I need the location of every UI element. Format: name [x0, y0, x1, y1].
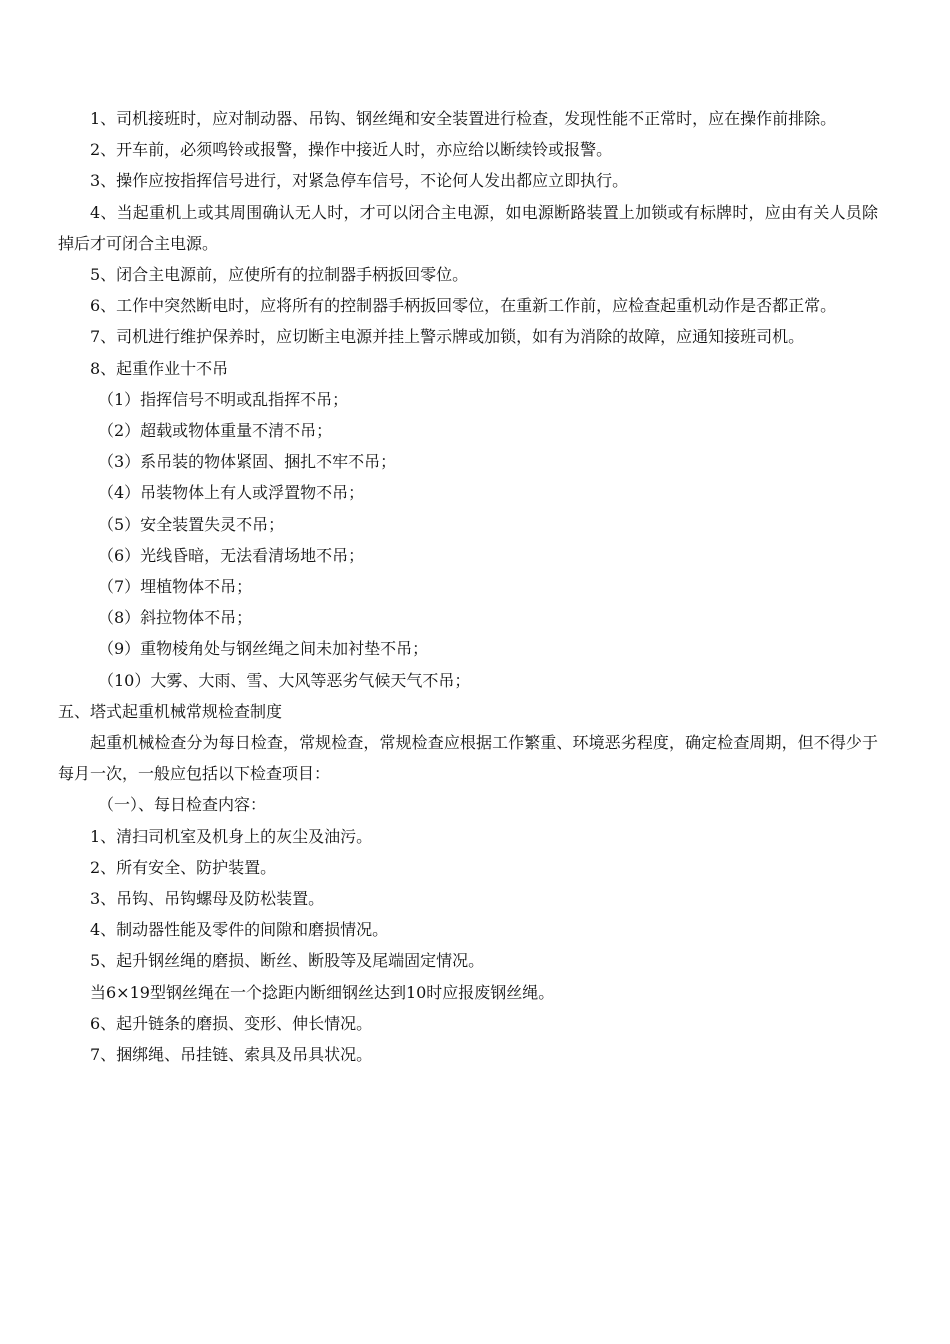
paragraph-1: 1、司机接班时，应对制动器、吊钩、钢丝绳和安全装置进行检查，发现性能不正常时，应在操作前排除。	[90, 109, 837, 128]
daily-check-note: 当6×19型钢丝绳在一个捻距内断细钢丝达到10时应报废钢丝绳。	[90, 982, 555, 1002]
daily-check-item: 3、吊钩、吊钩螺母及防松装置。	[90, 889, 325, 909]
daily-check-item: 5、起升钢丝绳的磨损、断丝、断股等及尾端固定情况。	[90, 951, 485, 971]
ten-no-lift-item: （9）重物棱角处与钢丝绳之间未加衬垫不吊；	[98, 639, 429, 659]
ten-no-lift-item: （6）光线昏暗，无法看清场地不吊；	[98, 545, 365, 565]
daily-check-item: 6、起升链条的磨损、变形、伸长情况。	[90, 1013, 373, 1033]
paragraph-3: 3、操作应按指挥信号进行，对紧急停车信号，不论何人发出都应立即执行。	[90, 171, 629, 191]
daily-check-item: 1、清扫司机室及机身上的灰尘及油污。	[90, 826, 373, 846]
ten-no-lift-item: （8）斜拉物体不吊；	[98, 608, 253, 628]
ten-no-lift-item: （2）超载或物体重量不清不吊；	[98, 421, 333, 441]
paragraph-7: 7、司机进行维护保养时，应切断主电源并挂上警示牌或加锁，如有为消除的故障，应通知接班司机。	[90, 327, 805, 347]
ten-no-lift-item: （10）大雾、大雨、雪、大风等恶劣气候天气不吊；	[98, 670, 471, 690]
ten-no-lift-item: （7）埋植物体不吊；	[98, 577, 253, 597]
ten-no-lift-item: （3）系吊装的物体紧固、捆扎不牢不吊；	[98, 452, 397, 472]
paragraph-6: 6、工作中突然断电时，应将所有的控制器手柄扳回零位，在重新工作前，应检查起重机动作是否都正常。	[90, 296, 837, 316]
section-intro: 起重机械检查分为每日检查，常规检查，常规检查应根据工作繁重、环境恶劣程度，确定检查周期，但不得少于每月一次，一般应包括以下检查项目：	[58, 733, 878, 784]
ten-no-lift-item: （5）安全装置失灵不吊；	[98, 514, 285, 534]
ten-no-lift-item: （1）指挥信号不明或乱指挥不吊；	[98, 389, 349, 409]
paragraph-2: 2、开车前，必须鸣铃或报警，操作中接近人时，亦应给以断续铃或报警。	[90, 140, 613, 160]
ten-no-lift-item: （4）吊装物体上有人或浮置物不吊；	[98, 483, 365, 503]
section-heading: 五、塔式起重机械常规检查制度	[58, 701, 283, 721]
daily-check-item: 4、制动器性能及零件的间隙和磨损情况。	[90, 920, 389, 940]
paragraph-8-ten-no-lift-heading: 8、起重作业十不吊	[90, 358, 229, 378]
paragraph-4: 4、当起重机上或其周围确认无人时，才可以闭合主电源，如电源断路装置上加锁或有标牌时，应由有关人员除掉后才可闭合主电源。	[58, 202, 878, 253]
daily-check-item: 2、所有安全、防护装置。	[90, 857, 277, 877]
paragraph-5: 5、闭合主电源前，应使所有的拉制器手柄扳回零位。	[90, 265, 469, 285]
document-page	[58, 103, 878, 1070]
daily-check-item: 7、捆绑绳、吊挂链、索具及吊具状况。	[90, 1045, 373, 1065]
daily-check-heading: （一）、每日检查内容：	[98, 795, 267, 815]
